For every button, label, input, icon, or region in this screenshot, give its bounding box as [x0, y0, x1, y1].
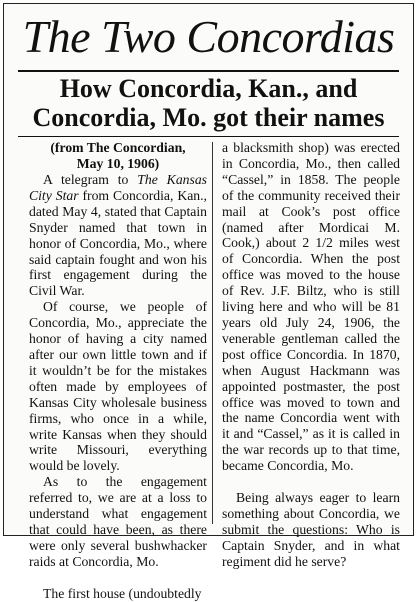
paragraph-text: from Concordia, Kan., dated May 4, stated that Captain Snyder named that town in honor of Concordia, Mo., where said captain fought and won his first engagement during the Civil War.	[29, 187, 207, 299]
paragraph-first-house: The first house (undoubtedly	[43, 585, 202, 601]
subtitle-line-2: Concordia, Mo. got their names	[32, 103, 385, 132]
paragraph-engagement: As to the engagement referred to, we are at a loss to understand what engagement that could have been, as there were only several bushwhacker raids at Concordia, Mo.	[29, 474, 207, 569]
title-rule	[18, 70, 399, 72]
subtitle-rule	[18, 136, 399, 137]
paragraph-appreciation: Of course, we people of Concordia, Mo., appreciate the honor of having a city named after our own little town and if it wouldn’t be for the mistakes often made by employees of Kansas City wholesale business firms, who once in a while, write Kansas when they should write Missouri, everything would be lovely.	[29, 299, 207, 474]
subtitle-line-1: How Concordia, Kan., and	[59, 74, 358, 103]
article-subtitle	[4, 74, 413, 132]
left-column	[29, 140, 207, 602]
paragraph-telegram	[29, 172, 207, 299]
newspaper-name: The Kansas City Star	[29, 172, 207, 203]
paragraph-questions: Being always eager to learn something about Concordia, we submit the questions: Who is Captain Snyder, and in what regiment did he serve?	[222, 490, 400, 569]
source-line-1: (from The Concordian,	[50, 140, 186, 155]
column-divider	[212, 142, 213, 524]
paragraph-text: A telegram to	[43, 172, 138, 187]
source-line-2: May 10, 1906)	[76, 156, 160, 171]
newspaper-clipping	[3, 3, 414, 601]
paragraph-history: a blacksmith shop) was erected in Concordia, Mo., then called “Cassel,” in 1858. The people of the community received their mail at Cook’s post office (named after Mordicai M. Cook,) about 2 1/2 miles west of Concordia. When the post office was moved to the house of Rev. J.F. Biltz, who is still living here and who will be 81 years old July 24, 1906, the venerable gentleman called the post office Concordia. In 1870, when August Hackmann was appointed postmaster, the post office was moved to town and the name Concordia went with it and “Cassel,” as it is called in the war records up to that time, became Concordia, Mo.	[222, 140, 400, 474]
article-title: The Two Concordias	[22, 11, 395, 62]
right-column	[222, 140, 400, 570]
